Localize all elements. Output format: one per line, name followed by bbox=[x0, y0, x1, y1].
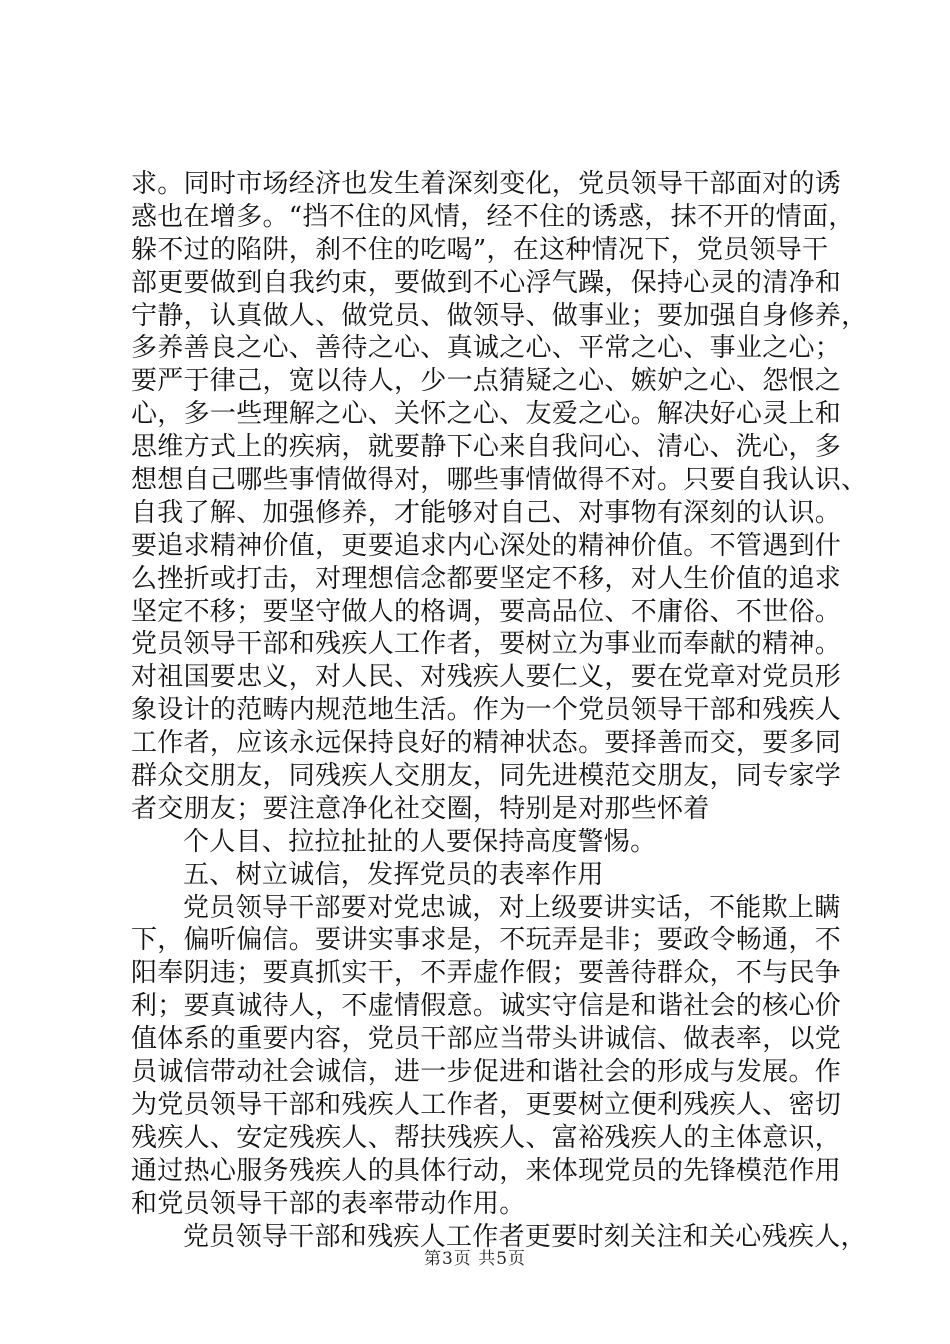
text-line: 五、树立诚信，发挥党员的表率作用 bbox=[183, 859, 604, 890]
page-footer: 第3页 共5页 bbox=[423, 1249, 527, 1269]
text-line: 惑也在增多。“挡不住的风情，经不住的诱惑，抹不开的情面， bbox=[131, 201, 855, 232]
text-line: 多养善良之心、善待之心、真诚之心、平常之心、事业之心； bbox=[131, 333, 842, 364]
text-line: 党员领导干部和残疾人工作者更要时刻关注和关心残疾人， bbox=[183, 1221, 867, 1252]
text-line: 党员领导干部要对党忠诚，对上级要讲实话，不能欺上瞒 bbox=[183, 892, 841, 923]
text-line: 利；要真诚待人，不虚情假意。诚实守信是和谐社会的核心价 bbox=[131, 991, 842, 1022]
text-line: 思维方式上的疾病，就要静下心来自我问心、清心、洗心，多 bbox=[131, 432, 842, 463]
text-line: 个人目、拉拉扯扯的人要保持高度警惕。 bbox=[183, 826, 657, 857]
text-line: 群众交朋友，同残疾人交朋友，同先进模范交朋友，同专家学 bbox=[131, 761, 842, 792]
text-line: 员诚信带动社会诚信，进一步促进和谐社会的形成与发展。作 bbox=[131, 1057, 842, 1088]
text-line: 要严于律己，宽以待人，少一点猜疑之心、嫉妒之心、怨恨之 bbox=[131, 366, 842, 397]
text-line: 坚定不移；要坚守做人的格调，要高品位、不庸俗、不世俗。 bbox=[131, 596, 842, 627]
text-line: 心，多一些理解之心、关怀之心、友爱之心。解决好心灵上和 bbox=[131, 399, 842, 430]
text-line: 宁静，认真做人、做党员、做领导、做事业；要加强自身修养， bbox=[131, 300, 868, 331]
document-body bbox=[131, 168, 868, 1253]
text-line: 象设计的范畴内规范地生活。作为一个党员领导干部和残疾人 bbox=[131, 695, 842, 726]
text-line: 想想自己哪些事情做得对，哪些事情做得不对。只要自我认识、 bbox=[131, 465, 868, 496]
text-line: 躲不过的陷阱，刹不住的吃喝”，在这种情况下，党员领导干 bbox=[131, 234, 829, 265]
text-line: 者交朋友；要注意净化社交圈，特别是对那些怀着 bbox=[131, 793, 710, 824]
text-line: 工作者，应该永远保持良好的精神状态。要择善而交，要多同 bbox=[131, 728, 842, 759]
text-line: 部更要做到自我约束，要做到不心浮气躁，保持心灵的清净和 bbox=[131, 267, 842, 298]
text-line: 下，偏听偏信。要讲实事求是，不玩弄是非；要政令畅通，不 bbox=[131, 925, 842, 956]
text-line: 对祖国要忠义，对人民、对残疾人要仁义，要在党章对党员形 bbox=[131, 662, 842, 693]
text-line: 自我了解、加强修养，才能够对自己、对事物有深刻的认识。 bbox=[131, 497, 842, 528]
text-line: 党员领导干部和残疾人工作者，要树立为事业而奉献的精神。 bbox=[131, 629, 842, 660]
text-line: 通过热心服务残疾人的具体行动，来体现党员的先锋模范作用 bbox=[131, 1155, 842, 1186]
text-line: 和党员领导干部的表率带动作用。 bbox=[131, 1188, 526, 1219]
text-line: 求。同时市场经济也发生着深刻变化，党员领导干部面对的诱 bbox=[131, 169, 842, 199]
text-line: 值体系的重要内容，党员干部应当带头讲诚信、做表率，以党 bbox=[131, 1024, 842, 1055]
text-line: 残疾人、安定残疾人、帮扶残疾人、富裕残疾人的主体意识， bbox=[131, 1122, 842, 1153]
text-line: 么挫折或打击，对理想信念都要坚定不移，对人生价值的追求 bbox=[131, 563, 842, 594]
text-line: 为党员领导干部和残疾人工作者，更要树立便利残疾人、密切 bbox=[131, 1089, 842, 1120]
text-line: 阳奉阴违；要真抓实干，不弄虚作假；要善待群众，不与民争 bbox=[131, 958, 842, 989]
text-line: 要追求精神价值，更要追求内心深处的精神价值。不管遇到什 bbox=[131, 530, 842, 561]
